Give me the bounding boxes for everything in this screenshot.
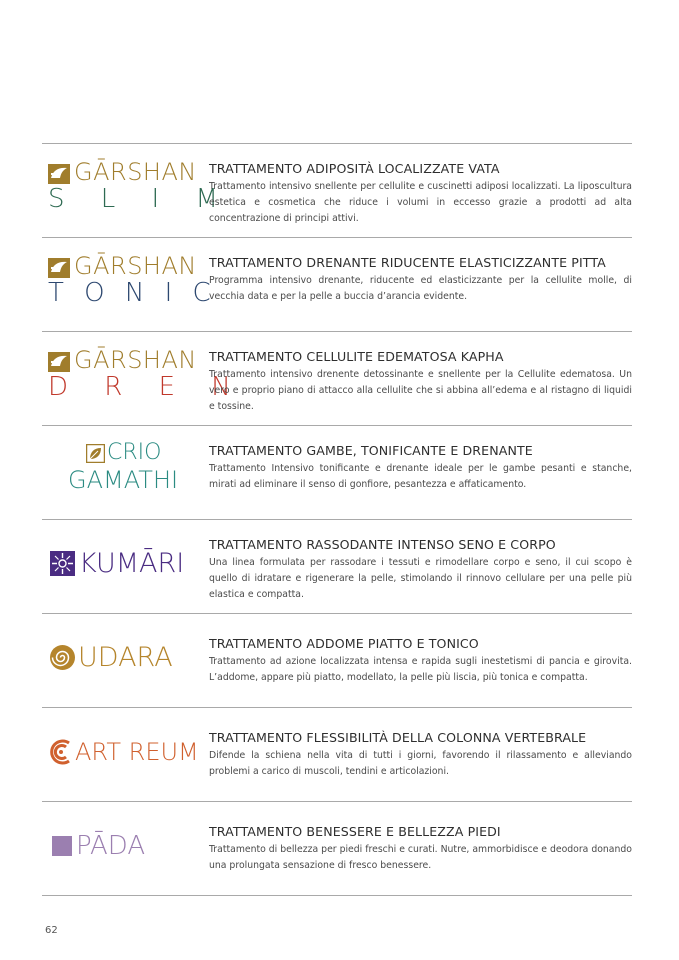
treatment-title: TRATTAMENTO ADDOME PIATTO E TONICO (209, 636, 479, 651)
brand-name-bottom: S L I M (48, 184, 232, 214)
brand-name-top: CRIO (107, 440, 162, 465)
treatment-row-dren (42, 331, 632, 425)
treatment-row-kumari (42, 519, 632, 613)
treatment-description: Trattamento Intensivo tonificante e drenante ideale per le gambe pesanti e stanche, mirati ad eliminare il senso di gonfiore, pesantezza e affaticamento. (209, 463, 632, 490)
treatment-description: Trattamento ad azione localizzata intensa e rapida sugli inestetismi di pancia e girovita. L’addome, appare più piatto, modellato, la pelle più liscia, più tonica e compatta. (209, 656, 632, 683)
art-reum-logo (46, 708, 198, 801)
treatment-title: TRATTAMENTO DRENANTE RIDUCENTE ELASTICIZZANTE PITTA (209, 255, 606, 270)
treatment-description: Trattamento di bellezza per piedi freschi e curati. Nutre, ammorbidisce e deodora donando una prolungata sensazione di fresco benessere. (209, 844, 632, 871)
leaf-square-icon (86, 444, 105, 463)
spiral-icon (50, 645, 75, 670)
treatment-title: TRATTAMENTO RASSODANTE INTENSO SENO E CORPO (209, 537, 556, 552)
treatment-description: Programma intensivo drenante, riducente ed elasticizzante per la cellulite molle, di vecchia data e per la pelle a buccia d’arancia evidente. (209, 275, 632, 302)
kumari-logo (46, 520, 198, 613)
treatment-row-tonic (42, 237, 632, 331)
brand-name-top: UDARA (78, 642, 173, 673)
garshan-leaf-icon (48, 352, 70, 372)
treatment-title: TRATTAMENTO CELLULITE EDEMATOSA KAPHA (209, 349, 504, 364)
brand-name-top: PĀDA (76, 831, 146, 861)
brand-name-top: ART REUM (75, 738, 199, 766)
treatment-row-slim (42, 143, 632, 237)
crio-gamathi-logo (46, 426, 198, 519)
garshan-dren-logo (46, 332, 245, 425)
treatment-text (209, 255, 632, 305)
brand-name-bottom: D R E N (48, 372, 245, 402)
treatment-row-udara (42, 613, 632, 707)
treatment-text (209, 730, 632, 780)
ornament-square-icon (50, 551, 75, 576)
garshan-tonic-logo (46, 238, 217, 331)
garshan-leaf-icon (48, 164, 70, 184)
treatment-description: Una linea formulata per rassodare i tessuti e rimodellare corpo e seno, il cui scopo è quello di idratare e rigenerare la pelle, stimolando il rinnovo cellulare per una pelle più elastica e compatta. (209, 557, 632, 600)
treatment-title: TRATTAMENTO FLESSIBILITÀ DELLA COLONNA VERTEBRALE (209, 730, 587, 745)
garshan-slim-logo (46, 144, 232, 237)
treatment-description: Trattamento intensivo snellente per cellulite e cuscinetti adiposi localizzati. La liposcultura estetica e cosmetica che riduce i volumi in eccesso grazie a prodotti ad alta concentrazione di principi attivi. (209, 181, 632, 224)
brand-name-top: GĀRSHAN (74, 158, 197, 186)
udara-logo (46, 614, 198, 707)
square-icon (52, 836, 72, 856)
treatment-text (209, 824, 632, 874)
treatment-text (209, 349, 632, 414)
treatment-text (209, 443, 632, 493)
pada-logo (46, 802, 198, 895)
brand-name-top: GĀRSHAN (74, 346, 197, 374)
treatment-row-pada (42, 801, 632, 896)
brand-name-bottom: GAMATHI (68, 466, 179, 494)
treatment-text (209, 537, 632, 602)
concentric-arcs-icon (49, 739, 73, 765)
garshan-leaf-icon (48, 258, 70, 278)
page-number: 62 (45, 925, 58, 936)
treatment-text (209, 636, 632, 686)
treatment-title: TRATTAMENTO ADIPOSITÀ LOCALIZZATE VATA (209, 161, 500, 176)
treatment-description: Trattamento intensivo drenente detossinante e snellente per la Cellulite edematosa. Un vero e proprio piano di attacco alla cellulite che si abbina all’edema e al ristagno di liquidi e tossine. (209, 369, 632, 412)
treatment-description: Difende la schiena nella vita di tutti i giorni, favorendo il rilassamento e alleviando problemi a carico di muscoli, tendini e articolazioni. (209, 750, 632, 777)
brand-name-bottom: T O N I C (48, 278, 217, 308)
brand-name-top: GĀRSHAN (74, 252, 197, 280)
treatment-title: TRATTAMENTO GAMBE, TONIFICANTE E DRENANTE (209, 443, 533, 458)
treatment-row-art-reum (42, 707, 632, 801)
treatment-row-crio-gamathi (42, 425, 632, 519)
treatment-text (209, 161, 632, 226)
brand-name-top: KUMĀRI (79, 548, 185, 579)
treatment-title: TRATTAMENTO BENESSERE E BELLEZZA PIEDI (209, 824, 501, 839)
